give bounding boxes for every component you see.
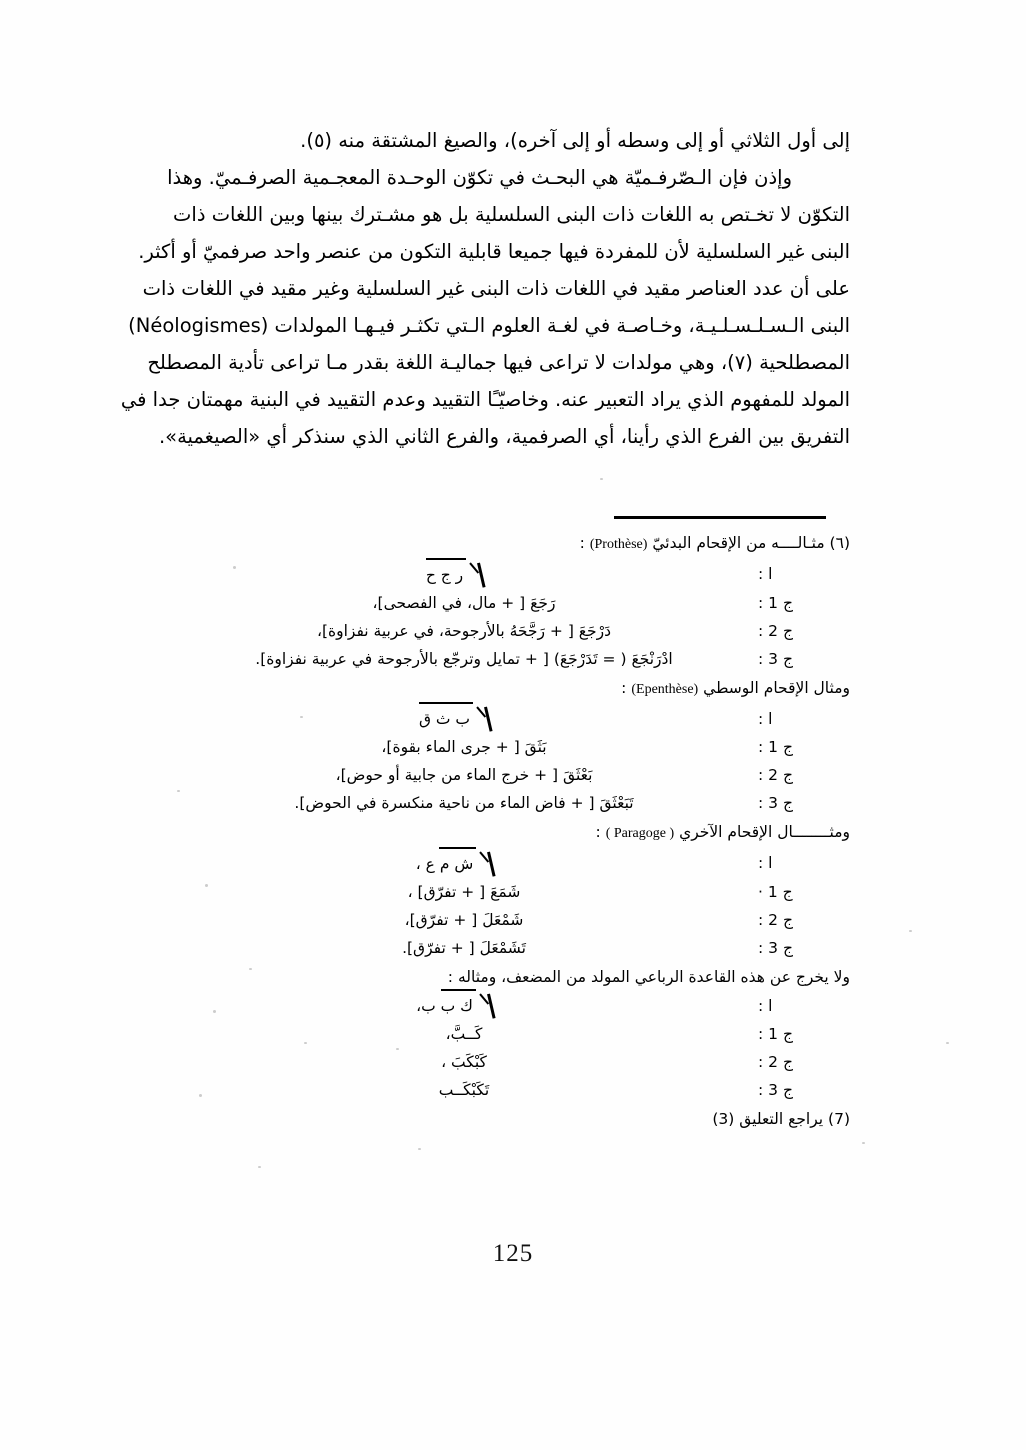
scan-speckle <box>304 1042 307 1044</box>
radical-glyph-icon <box>476 992 510 1018</box>
footnote-root-row <box>176 705 850 734</box>
footnote-row-label: ج 1 : <box>758 1025 793 1043</box>
body-text-block <box>120 122 850 455</box>
body-line: على أن عدد العناصر مقيد في اللغات ذات البنى غير السلسلية وغير مقيد في اللغات ذات <box>142 277 850 300</box>
footnote-header-colon: : <box>447 967 454 986</box>
scan-speckle <box>300 716 303 718</box>
footnote-row-value: رَجَعَ [ + مال، في الفصحى]، <box>372 593 556 612</box>
footnote-row-label: ج 2 : <box>758 910 793 929</box>
footnote-row-value: تَكَبْكَــب <box>438 1081 490 1099</box>
footnote-row-label: ج 2 : <box>758 621 793 640</box>
footnote-root-row <box>176 849 850 878</box>
radical-sign-icon <box>416 992 512 1020</box>
footnote-row <box>176 761 850 789</box>
footnote-row-value: تَبَعْثَقَ [ + فاض الماء من ناحية منكسرة في الحوض]. <box>294 794 634 812</box>
radical-glyph-icon <box>466 561 500 587</box>
footnote-row-value: بَثَقَ [ + جرى الماء بقوة]، <box>381 738 547 756</box>
radical-sign-icon <box>419 705 509 733</box>
footnote-row-value: كَبْكَبَ ، <box>441 1053 487 1071</box>
body-line: البنى الـسـلـسـلـيـة، وخـاصـة في لغـة العلوم الـتي تكثـر فيـهـا المولدات (Néologismes) <box>128 314 850 337</box>
root-letters-wrap <box>416 850 477 878</box>
scan-speckle <box>909 930 912 932</box>
root-row-value <box>176 992 752 1021</box>
footnote-row <box>176 934 850 962</box>
footnote-row-label: ج 3 : <box>758 794 793 812</box>
footnote-header-latin: ( Paragoge ) <box>605 826 675 841</box>
footnote-header-latin: (Epenthèse) <box>631 681 699 697</box>
footnote-header-arabic: ومثــــــــال الإقحام الآخري <box>679 823 850 841</box>
footnote-header-arabic: (٦) مثـالــــه من الإقحام البدئيّ <box>652 534 850 552</box>
footnote-row <box>176 789 850 817</box>
root-letters-wrap <box>419 705 473 733</box>
footnote-row <box>176 1076 850 1104</box>
scan-speckle <box>177 790 180 792</box>
footnote-group-header <box>176 962 850 992</box>
root-letters: ب ث ق <box>418 710 471 728</box>
radical-glyph-icon <box>473 705 507 731</box>
footnote-last-note: (7) يراجع التعليق (3) <box>712 1110 850 1128</box>
body-line: التكوّن لا تخـتص به اللغات ذات البنى السلسلية بل هو مشـترك بينها وبين اللغات ذات <box>173 203 850 226</box>
footnote-root-row <box>176 992 850 1021</box>
body-line: البنى غير السلسلية لأن للمفردة فيها جميعا قابلية التكون من عنصر واحد صرفميّ أو أكثر. <box>138 240 850 263</box>
radical-overbar <box>419 702 473 704</box>
footnote-block <box>176 528 850 1134</box>
footnote-header-arabic: ومثال الإقحام الوسطي <box>703 678 850 697</box>
body-line: المولد للمفهوم الذي يراد التعبير عنه. وخاصيّـًا التقييد وعدم التقييد في البنية مهمتان جدا في <box>120 388 850 411</box>
root-row-value <box>176 849 752 878</box>
footnote-row <box>176 1020 850 1048</box>
radical-overbar <box>439 847 477 849</box>
footnote-row-value: كَــبَّ، <box>445 1025 483 1043</box>
footnote-row <box>176 645 850 673</box>
root-row-label: ا : <box>758 709 773 728</box>
scan-speckle <box>862 1142 865 1144</box>
footnote-row-value: دَرْجَعَ [ + رَجَّحَهُ بالأرجوحة، في عربية نفزاوة]، <box>316 621 612 640</box>
scan-speckle <box>418 1148 421 1150</box>
footnote-row-label: ج 1 : <box>758 738 793 756</box>
footnote-row <box>176 589 850 617</box>
footnote-row-label: ج 2 : <box>758 766 793 784</box>
radical-glyph-icon <box>476 850 510 876</box>
root-letters: ك ب ب، <box>416 997 473 1015</box>
footnote-row-label: ج 1 · <box>758 882 793 901</box>
scan-speckle <box>205 884 208 887</box>
footnote-header-colon: : <box>595 823 601 841</box>
root-letters-wrap <box>426 561 466 589</box>
scan-speckle <box>600 478 603 480</box>
radical-sign-icon <box>416 850 513 878</box>
footnote-header-colon: : <box>621 678 627 697</box>
body-line: إلى أول الثلاثي أو إلى وسطه أو إلى آخره)، والصيغ المشتقة منه (٥). <box>300 129 850 152</box>
footnote-row-label: ج 3 : <box>758 938 793 957</box>
footnote-group-header <box>176 528 850 560</box>
scan-speckle <box>213 1010 216 1013</box>
footnote-row-value: ادْرَنْجَعَ ( = تَدَرْجَعَ) [ + تمايل وترجّع بالأرجوحة في عربية نفزاوة]. <box>255 649 673 668</box>
root-letters: ر ج ح <box>425 565 464 584</box>
root-row-value <box>176 705 752 734</box>
footnote-separator-rule <box>614 516 826 519</box>
body-line: وإذن فإن الـصّرفـميّة هي البحـث في تكوّن الوحـدة المعجـمية الصرفـميّ. وهذا <box>167 166 792 189</box>
scan-speckle <box>258 1166 261 1168</box>
footnote-row-label: ج 2 : <box>758 1053 793 1071</box>
footnote-row-value: بَعْثَقَ [ + خرج الماء من جابية أو حوض]، <box>335 766 593 784</box>
footnote-row <box>176 878 850 906</box>
scan-speckle <box>396 1048 399 1050</box>
root-letters-wrap <box>416 992 476 1020</box>
footnote-row <box>176 733 850 761</box>
footnote-row <box>176 1048 850 1076</box>
scan-speckle <box>946 1042 949 1044</box>
footnote-group-header <box>176 673 850 705</box>
radical-sign-icon <box>426 561 502 589</box>
footnote-header-colon: : <box>579 534 585 552</box>
scan-speckle <box>199 1094 202 1097</box>
footnote-root-row <box>176 560 850 589</box>
footnote-row-value: تَشَمْعَلَ [ + تفرّق]. <box>402 938 526 957</box>
page-number: 125 <box>492 1240 534 1267</box>
radical-overbar <box>441 989 476 991</box>
body-line: التفريق بين الفرع الذي رأينا، أي الصرفمية، والفرع الثاني الذي سنذكر أي «الصيغمية». <box>158 425 850 448</box>
footnote-row-value: شَمْعَلَ [ + تفرّق]، <box>404 910 524 929</box>
footnote-row <box>176 617 850 645</box>
scan-speckle <box>233 566 236 569</box>
root-row-label: ا : <box>758 996 773 1015</box>
radical-overbar <box>426 558 466 560</box>
footnote-group-header <box>176 817 850 849</box>
footnote-header-arabic: ولا يخرج عن هذه القاعدة الرباعي المولد من المضعف، ومثاله <box>457 967 850 986</box>
footnote-row-label: ج 3 : <box>758 649 793 668</box>
root-row-label: ا : <box>758 565 773 583</box>
footnote-header-latin: (Prothèse) <box>589 537 648 552</box>
root-row-value <box>176 560 752 589</box>
root-row-label: ا : <box>758 854 773 872</box>
body-line: المصطلحية (٧)، وهي مولدات لا تراعى فيها جماليـة اللغة بقدر مـا تراعى تأدية المصطلح <box>147 351 850 374</box>
scan-speckle <box>249 968 252 970</box>
root-letters: ش م ع ، <box>415 854 474 873</box>
footnote-row-value: شَمَعَ [ + تفرّق] ، <box>407 882 521 901</box>
footnote-row <box>176 906 850 934</box>
footnote-row-label: ج 1 : <box>758 593 793 612</box>
footnote-row-label: ج 3 : <box>758 1081 793 1099</box>
